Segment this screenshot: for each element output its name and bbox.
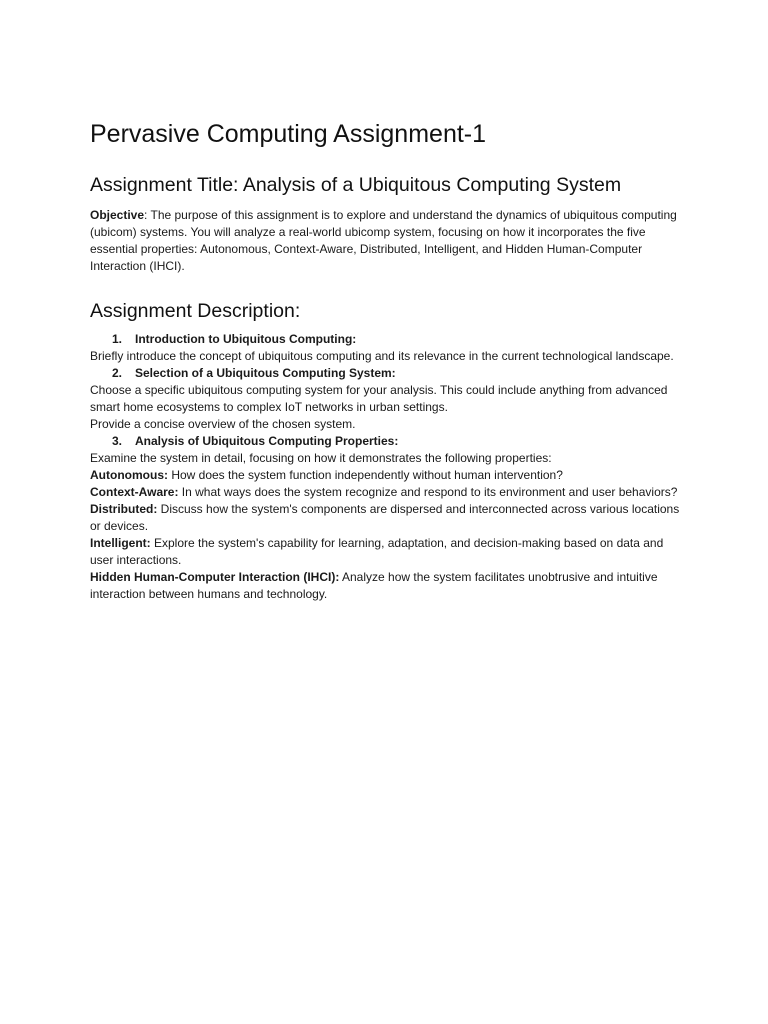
property-text: Explore the system's capability for learning, adaptation, and decision-making based on data and user interactions. bbox=[90, 536, 664, 567]
section-heading-1 bbox=[90, 331, 680, 348]
section-text-1: Briefly introduce the concept of ubiquitous computing and its relevance in the current technological landscape. bbox=[90, 349, 674, 363]
objective-text: : The purpose of this assignment is to explore and understand the dynamics of ubiquitous computing (ubicom) systems. You will analyze a real-world ubicomp system, focusing on how it incorporates the five essential properties: Autonomous, Context-Aware, Distributed, Intelligent, and Hidden Human-Computer Interaction (IHCI). bbox=[90, 208, 677, 273]
property-label: Intelligent: bbox=[90, 536, 151, 550]
property-text: Discuss how the system's components are dispersed and interconnected across various locations or devices. bbox=[90, 502, 680, 533]
assignment-title: Assignment Title: Analysis of a Ubiquitous Computing System bbox=[90, 174, 622, 196]
property-context-aware bbox=[90, 484, 680, 501]
property-ihci bbox=[90, 569, 680, 603]
section-text-3: Examine the system in detail, focusing on how it demonstrates the following properties: bbox=[90, 451, 552, 465]
section-number-3: 3. bbox=[112, 434, 123, 448]
objective-paragraph bbox=[90, 207, 680, 275]
section-heading-3 bbox=[90, 433, 680, 450]
property-label: Autonomous: bbox=[90, 468, 168, 482]
section-heading-2 bbox=[90, 365, 680, 382]
section-heading-text-1: Introduction to Ubiquitous Computing: bbox=[135, 332, 357, 346]
section-heading-text-2: Selection of a Ubiquitous Computing System: bbox=[135, 366, 396, 380]
property-autonomous bbox=[90, 467, 680, 484]
objective-label: Objective bbox=[90, 208, 145, 222]
property-distributed bbox=[90, 501, 680, 535]
document-title: Pervasive Computing Assignment-1 bbox=[90, 120, 487, 148]
property-label: Distributed: bbox=[90, 502, 158, 516]
property-label: Context-Aware: bbox=[90, 485, 179, 499]
section-number-2: 2. bbox=[112, 366, 123, 380]
property-text: Analyze how the system facilitates unobtrusive and intuitive interaction between humans and technology. bbox=[90, 570, 658, 601]
section-heading-text-3: Analysis of Ubiquitous Computing Properties: bbox=[135, 434, 399, 448]
property-text: How does the system function independently without human intervention? bbox=[167, 468, 563, 482]
description-heading: Assignment Description: bbox=[90, 300, 301, 322]
section-text-2: Choose a specific ubiquitous computing system for your analysis. This could include anything from advanced smart home ecosystems to complex IoT networks in urban settings. bbox=[90, 383, 668, 414]
section-text-2b: Provide a concise overview of the chosen system. bbox=[90, 417, 356, 431]
document-content bbox=[90, 118, 680, 603]
section-number-1: 1. bbox=[112, 332, 123, 346]
property-label: Hidden Human-Computer Interaction (IHCI): bbox=[90, 570, 340, 584]
property-text: In what ways does the system recognize and respond to its environment and user behaviors? bbox=[178, 485, 678, 499]
property-intelligent bbox=[90, 535, 680, 569]
